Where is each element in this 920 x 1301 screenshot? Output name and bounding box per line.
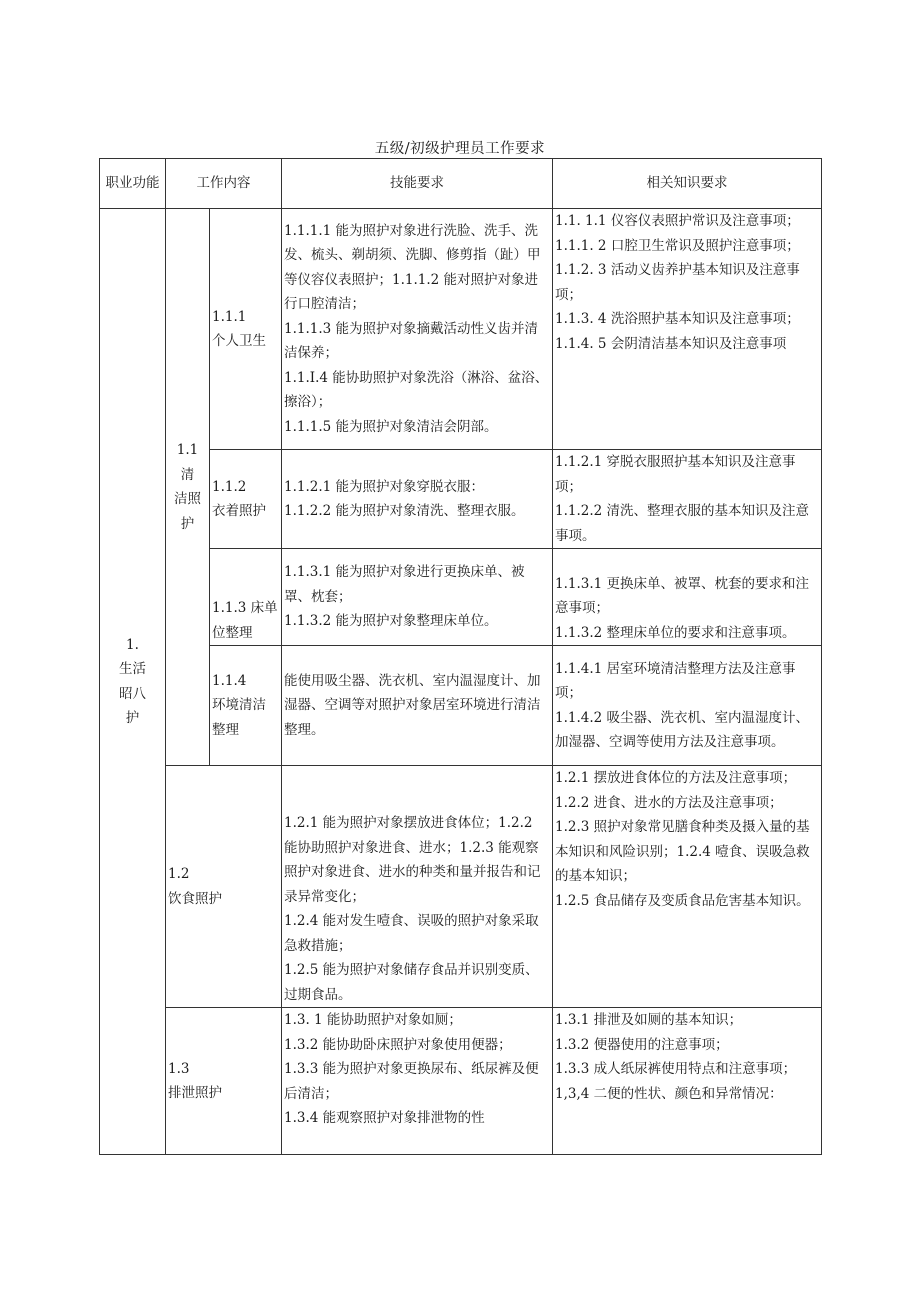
knowledge-cell <box>553 1008 822 1155</box>
content-cell <box>210 450 282 549</box>
knowledge-cell <box>553 549 822 646</box>
skill-item: 1.2.1 能为照护对象摆放进食体位；1.2.2 能协助照护对象进食、进水；1.2.3 能观察照护对象进食、进水的种类和量并报告和记录异常变化； <box>284 815 541 905</box>
knowledge-item: 1.1.4.2 吸尘器、洗衣机、室内温湿度计、加湿器、空调等使用方法及注意事项。 <box>555 709 810 750</box>
content-name: 饮食照护 <box>168 890 222 907</box>
knowledge-item: 1.2.5 食品储存及变质食品危害基本知识。 <box>555 892 810 909</box>
header-content: 工作内容 <box>166 159 282 209</box>
function-name: 生活 <box>119 661 146 677</box>
content-cell <box>166 1008 282 1155</box>
content-cell <box>210 209 282 450</box>
content-cell <box>166 766 282 1008</box>
function-cell <box>100 209 166 1155</box>
knowledge-item: 1.1.3.1 更换床单、被罩、枕套的要求和注意事项； <box>555 575 810 616</box>
knowledge-item: 1.1.3.2 整理床单位的要求和注意事项。 <box>555 624 796 641</box>
knowledge-item: 1.2.3 照护对象常见膳食种类及摄入量的基本知识和风险识别；1.2.4 噎食、误吸急救的基本知识； <box>555 819 810 884</box>
skill-item: 1.1.2.1 能为照护对象穿脱衣服： <box>284 478 485 495</box>
content-name: 排泄照护 <box>168 1085 222 1101</box>
content-code: 1.1.2 <box>212 478 247 495</box>
skill-item: 1.1.1.3 能为照护对象摘戴活动性义齿并清洁保养； <box>284 320 539 362</box>
skill-item: 1.1.I.4 能协助照护对象洗浴（淋浴、盆浴、擦浴）； <box>284 369 549 411</box>
skill-item: 1.1.3.2 能为照护对象整理床单位。 <box>284 613 498 630</box>
function-name-2: 昭八 <box>119 685 146 702</box>
function-number: 1. <box>126 636 139 653</box>
skill-item: 1.1.3.1 能为照护对象进行更换床单、被罩、枕套； <box>284 564 525 605</box>
knowledge-item: 1.1.2.1 穿脱衣服照护基本知识及注意事项； <box>555 454 796 495</box>
skill-item: 1.3.4 能观察照护对象排泄物的性 <box>284 1110 485 1126</box>
group-line-1: 1.1 清 <box>176 442 199 483</box>
group-line-3: 护 <box>180 515 195 532</box>
content-name: 1.1.3 床单位整理 <box>212 600 278 641</box>
skill-item: 能使用吸尘器、洗衣机、室内温湿度计、加湿器、空调等对照护对象居室环境进行清洁整理。 <box>284 672 541 738</box>
skills-cell <box>282 1008 553 1155</box>
header-row <box>100 159 822 209</box>
skills-cell <box>282 209 553 450</box>
content-code: 1.3 <box>168 1060 190 1077</box>
skill-item: 1.3. 1 能协助照护对象如厕； <box>284 1012 462 1028</box>
knowledge-item: 1.1.2.2 清洗、整理衣服的基本知识及注意事项。 <box>555 503 810 544</box>
knowledge-cell <box>553 646 822 766</box>
knowledge-item: 1.1.3. 4 洗浴照护基本知识及注意事项； <box>555 311 800 327</box>
table-row <box>100 766 822 1008</box>
knowledge-item: 1.1.2. 3 活动义齿养护基本知识及注意事项； <box>555 262 800 303</box>
knowledge-item: 1.3.2 便器使用的注意事项； <box>555 1036 729 1053</box>
skill-item: 1.1.1.1 能为照护对象进行洗脸、洗手、洗发、梳头、剃胡须、洗脚、修剪指（趾）甲等仪容仪表照护；1.1.1.2 能对照护对象进行口腔清洁； <box>284 222 541 313</box>
knowledge-item: 1.1. 1.1 仪容仪表照护常识及注意事项； <box>555 213 800 229</box>
skill-item: 1.2.5 能为照护对象储存食品并识别变质、过期食品。 <box>284 962 539 1003</box>
content-name: 衣着照护 <box>212 503 266 519</box>
table-row <box>100 1008 822 1155</box>
knowledge-item: 1.3.3 成人纸尿裤使用特点和注意事项； <box>555 1061 797 1077</box>
content-code: 1.1.1 <box>212 308 247 325</box>
content-cell <box>210 646 282 766</box>
content-name: 环境清洁整理 <box>212 697 266 738</box>
skill-item: 1.1.2.2 能为照护对象清洗、整理衣服。 <box>284 503 525 519</box>
knowledge-item: 1.2.1 摆放进食体位的方法及注意事项； <box>555 770 797 786</box>
content-group-cell <box>166 209 210 766</box>
skill-item: 1.1.1.5 能为照护对象清洁会阴部。 <box>284 418 498 435</box>
knowledge-item: 1.1.4. 5 会阴清洁基本知识及注意事项 <box>555 335 787 352</box>
work-requirements-table <box>99 158 822 1155</box>
knowledge-cell <box>553 450 822 549</box>
knowledge-item: 1.1.4.1 居室环境清洁整理方法及注意事项； <box>555 660 796 701</box>
skills-cell <box>282 450 553 549</box>
content-name: 个人卫生 <box>212 333 266 349</box>
knowledge-item: 1.3.1 排泄及如厕的基本知识； <box>555 1012 743 1028</box>
function-name-3: 护 <box>125 710 140 726</box>
skills-cell <box>282 766 553 1008</box>
header-function: 职业功能 <box>100 159 166 209</box>
knowledge-item: 1.2.2 进食、进水的方法及注意事项； <box>555 794 783 811</box>
knowledge-cell <box>553 209 822 450</box>
skills-cell <box>282 549 553 646</box>
skills-cell <box>282 646 553 766</box>
knowledge-item: 1,3,4 二便的性状、颜色和异常情况： <box>555 1085 783 1102</box>
group-line-2: 洁照 <box>174 491 201 507</box>
page-title: 五级/初级护理员工作要求 <box>374 141 546 157</box>
header-knowledge: 相关知识要求 <box>553 159 822 209</box>
table-row <box>100 209 822 450</box>
knowledge-cell <box>553 766 822 1008</box>
content-cell <box>210 549 282 646</box>
content-code: 1.1.4 <box>212 672 247 689</box>
skill-item: 1.2.4 能对发生噎食、误吸的照护对象采取急救措施； <box>284 913 539 954</box>
skill-item: 1.3.3 能为照护对象更换尿布、纸尿裤及便后清洁； <box>284 1061 539 1102</box>
knowledge-item: 1.1.1. 2 口腔卫生常识及照护注意事项； <box>555 237 800 254</box>
skill-item: 1.3.2 能协助卧床照护对象使用便器； <box>284 1036 512 1053</box>
content-code: 1.2 <box>168 866 190 882</box>
header-skills: 技能要求 <box>282 159 553 209</box>
